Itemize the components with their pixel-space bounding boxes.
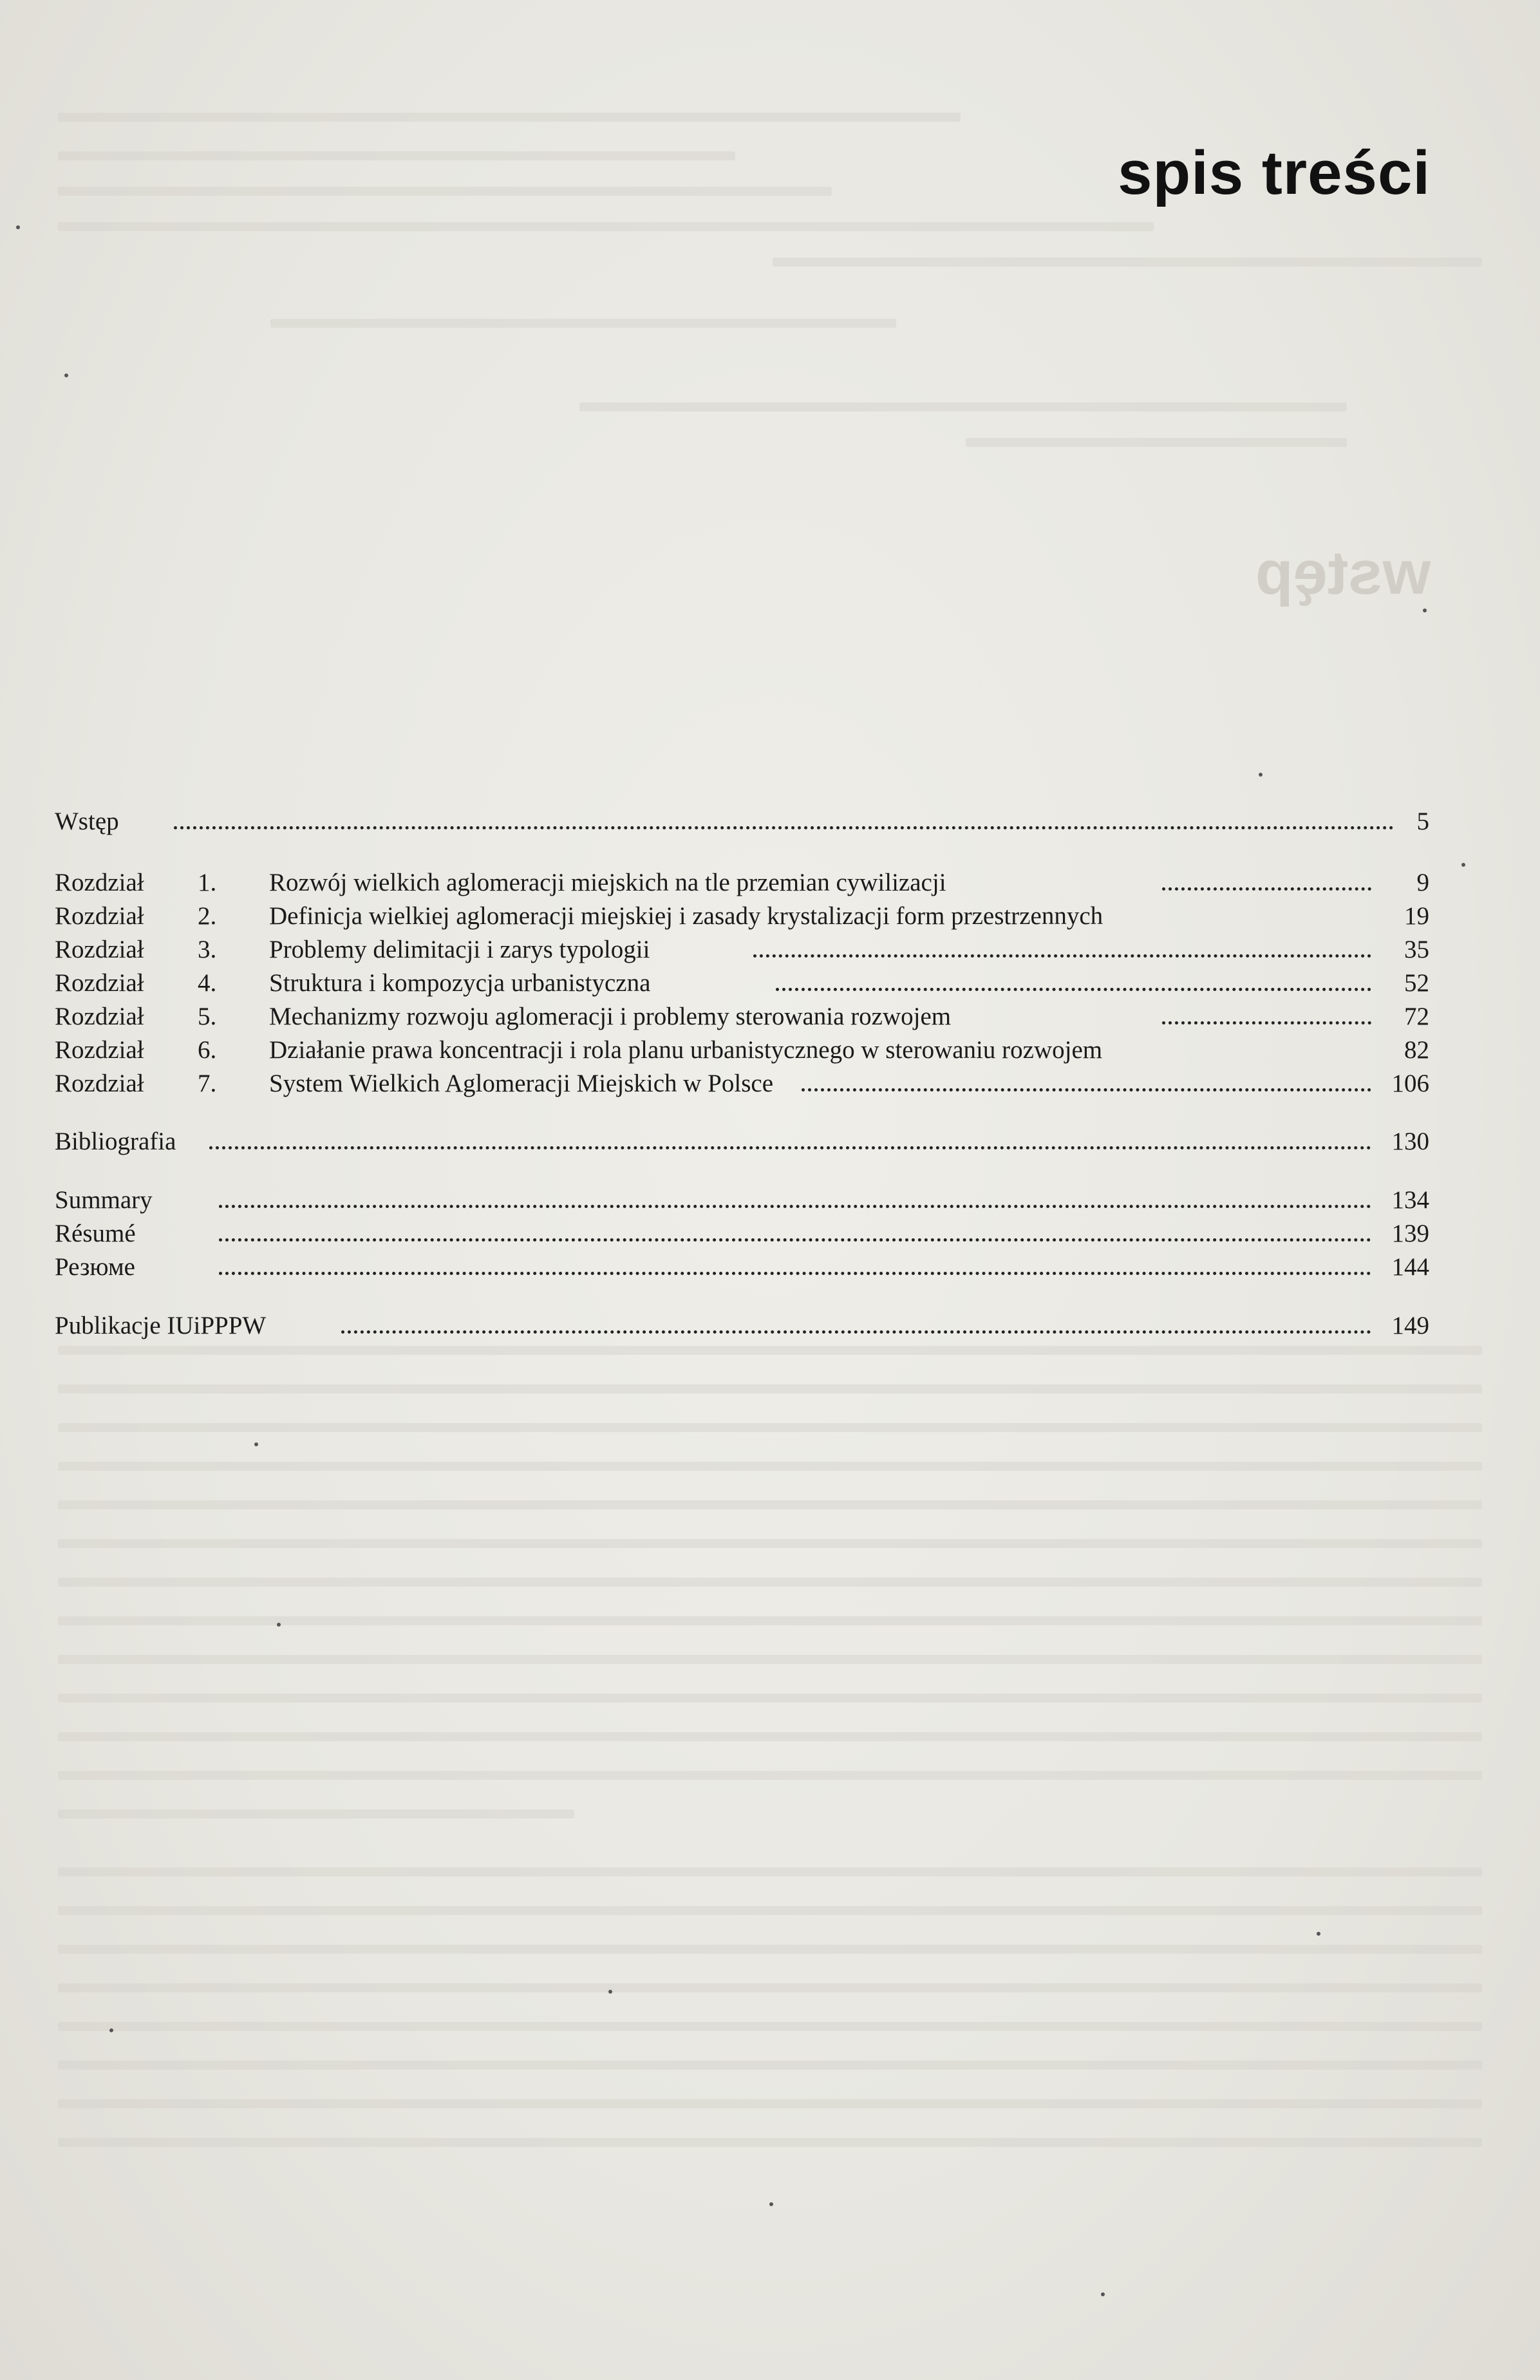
chapter-title: Rozwój wielkich aglomeracji miejskich na tle przemian cywilizacji: [269, 869, 946, 896]
scan-speck: [1317, 1932, 1320, 1936]
bleed-through: [58, 1771, 1482, 1780]
page-title: spis treści: [1118, 138, 1431, 208]
bleed-through: [773, 258, 1482, 267]
bleed-through: [58, 1732, 1482, 1741]
scan-speck: [1423, 609, 1427, 612]
chapter-label: Rozdział: [55, 902, 144, 930]
dot-leader: [219, 1205, 1371, 1208]
scan-speck: [1101, 2292, 1105, 2296]
toc-entry-chapter[interactable]: [55, 1067, 1429, 1100]
bleed-through: [58, 1462, 1482, 1471]
toc-entry-label: Summary: [55, 1186, 153, 1214]
dot-leader: [219, 1238, 1371, 1242]
toc-page-number: 52: [1404, 969, 1429, 997]
bleed-through: [58, 2022, 1482, 2031]
bleed-through: [58, 187, 832, 196]
toc-entry-russian-summary[interactable]: [55, 1251, 1429, 1284]
bleed-through: [58, 1539, 1482, 1548]
dot-leader: [209, 1146, 1371, 1149]
toc-entry-resume[interactable]: [55, 1217, 1429, 1251]
toc-entry-intro[interactable]: [55, 805, 1429, 838]
toc-entry-publications[interactable]: [55, 1309, 1429, 1343]
chapter-label: Rozdział: [55, 869, 144, 896]
toc-entry-label: Résumé: [55, 1220, 136, 1247]
chapter-title: Struktura i kompozycja urbanistyczna: [269, 969, 651, 997]
bleed-through: [58, 1867, 1482, 1876]
bleed-through: [58, 1809, 574, 1818]
chapter-title: Działanie prawa koncentracji i rola planu urbanistycznego w sterowaniu rozwojem: [269, 1036, 1103, 1064]
dot-leader: [174, 826, 1394, 829]
toc-entry-label: Wstęp: [55, 808, 119, 835]
toc-page-number: 9: [1416, 869, 1429, 896]
bleed-through: [58, 113, 961, 122]
dot-leader: [776, 988, 1371, 991]
chapter-number: 2.: [198, 902, 217, 930]
bleed-through: [58, 1906, 1482, 1915]
bleed-through: [58, 1655, 1482, 1664]
bleed-through: [58, 2061, 1482, 2070]
scan-speck: [769, 2202, 773, 2206]
toc-entry-chapter[interactable]: [55, 967, 1429, 1000]
chapter-number: 7.: [198, 1070, 217, 1097]
bleed-through: [966, 438, 1347, 447]
bleed-through: [58, 1578, 1482, 1587]
dot-leader: [802, 1088, 1371, 1091]
scan-speck: [109, 2028, 113, 2032]
bleed-through: [58, 1384, 1482, 1393]
bleed-through: [58, 1346, 1482, 1355]
bleed-through: [58, 1983, 1482, 1992]
toc-page-number: 72: [1404, 1003, 1429, 1030]
toc-page-number: 5: [1416, 808, 1429, 835]
toc-page-number: 106: [1391, 1070, 1429, 1097]
bleed-through: [58, 151, 735, 160]
scan-speck: [16, 225, 20, 229]
bleed-through: [58, 1945, 1482, 1954]
chapter-label: Rozdział: [55, 1036, 144, 1064]
toc-entry-chapter[interactable]: [55, 866, 1429, 900]
toc-entry-label: Bibliografia: [55, 1128, 176, 1155]
chapter-label: Rozdział: [55, 936, 144, 963]
toc-page-number: 35: [1404, 936, 1429, 963]
chapter-number: 4.: [198, 969, 217, 997]
bleed-through: [58, 1423, 1482, 1432]
chapter-number: 5.: [198, 1003, 217, 1030]
chapter-title: Definicja wielkiej aglomeracji miejskiej i zasady krystalizacji form przestrzennych: [269, 902, 1103, 930]
toc-page-number: 82: [1404, 1036, 1429, 1064]
toc-entry-label: Резюме: [55, 1253, 135, 1281]
chapter-number: 3.: [198, 936, 217, 963]
chapter-number: 1.: [198, 869, 217, 896]
toc-entry-chapter[interactable]: [55, 900, 1429, 933]
bleed-through: [270, 319, 896, 328]
toc-entry-chapter[interactable]: [55, 1000, 1429, 1034]
dot-leader: [1162, 1021, 1371, 1025]
bleed-through: [58, 1500, 1482, 1509]
chapter-title: System Wielkich Aglomeracji Miejskich w Polsce: [269, 1070, 774, 1097]
bleed-through: [58, 1616, 1482, 1625]
toc-page-number: 134: [1391, 1186, 1429, 1214]
scan-speck: [608, 1990, 612, 1994]
dot-leader: [1162, 887, 1371, 891]
chapter-label: Rozdział: [55, 1070, 144, 1097]
bleed-through-heading: wstęp: [1255, 538, 1431, 607]
scan-speck: [1259, 773, 1263, 777]
dot-leader: [341, 1330, 1371, 1334]
toc-page-number: 144: [1391, 1253, 1429, 1281]
toc-page-number: 149: [1391, 1312, 1429, 1339]
toc-entry-chapter[interactable]: [55, 1034, 1429, 1067]
chapter-label: Rozdział: [55, 969, 144, 997]
bleed-through: [58, 2099, 1482, 2108]
bleed-through: [58, 2138, 1482, 2147]
toc-page-number: 19: [1404, 902, 1429, 930]
scan-speck: [277, 1623, 281, 1627]
scan-speck: [254, 1442, 258, 1446]
bleed-through: [579, 402, 1347, 411]
toc-entry-label: Publikacje IUiPPPW: [55, 1312, 267, 1339]
toc-entry-summary[interactable]: [55, 1184, 1429, 1217]
chapter-title: Mechanizmy rozwoju aglomeracji i problemy sterowania rozwojem: [269, 1003, 952, 1030]
toc-entry-bibliography[interactable]: [55, 1125, 1429, 1158]
chapter-number: 6.: [198, 1036, 217, 1064]
toc-entry-chapter[interactable]: [55, 933, 1429, 967]
bleed-through: [58, 1694, 1482, 1703]
dot-leader: [753, 954, 1371, 958]
chapter-title: Problemy delimitacji i zarys typologii: [269, 936, 650, 963]
scan-speck: [64, 373, 68, 377]
dot-leader: [219, 1272, 1371, 1275]
chapter-label: Rozdział: [55, 1003, 144, 1030]
bleed-through: [58, 222, 1154, 231]
toc-page-number: 130: [1391, 1128, 1429, 1155]
toc-page-number: 139: [1391, 1220, 1429, 1247]
scan-speck: [1461, 863, 1465, 867]
